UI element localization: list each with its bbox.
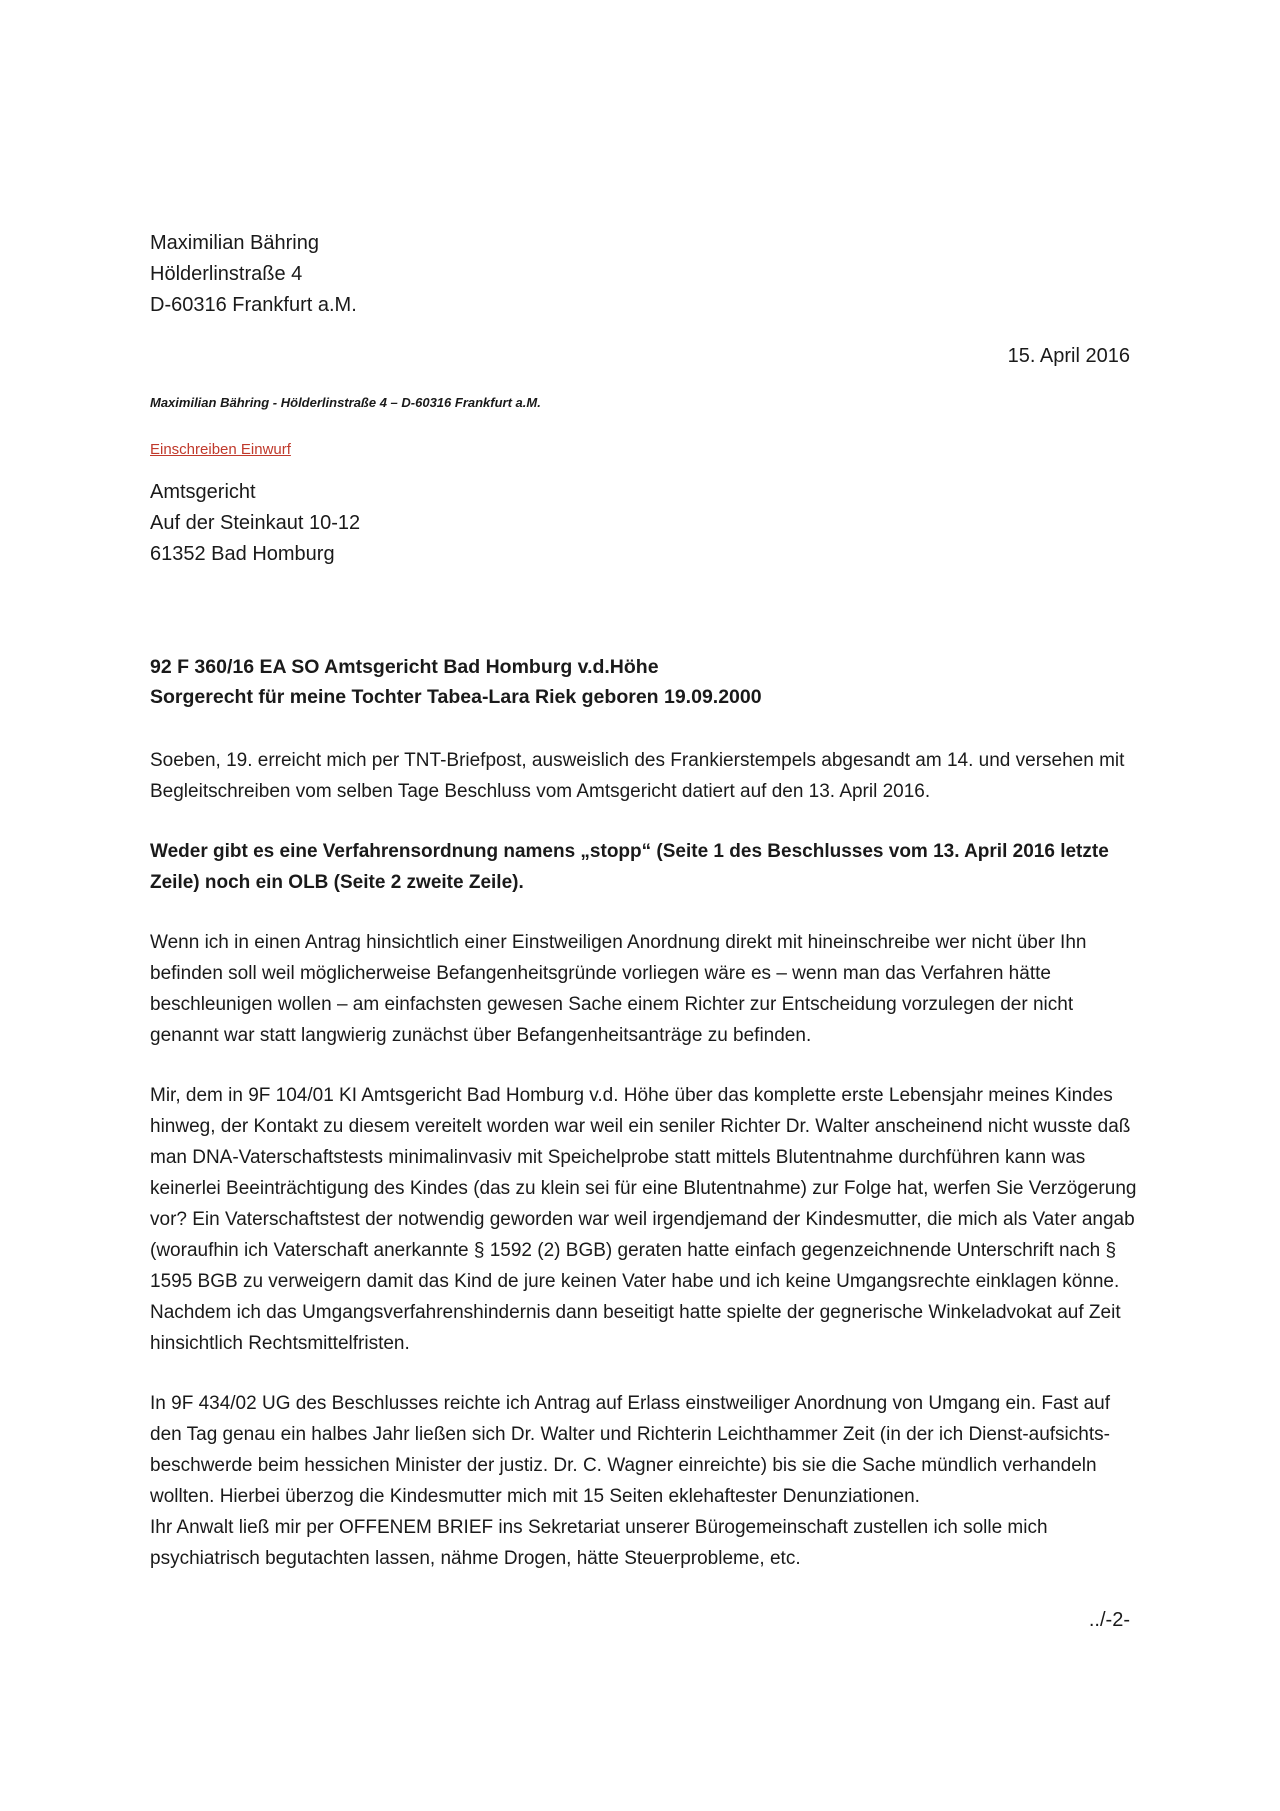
body-paragraph-1: Soeben, 19. erreicht mich per TNT-Briefpost, ausweislich des Frankierstempels abgesandt am 14. und versehen mit Begleitschreiben vom selben Tage Beschluss vom Amtsgericht datiert auf den 13. April 2016.	[150, 750, 1125, 802]
sender-street: Hölderlinstraße 4	[150, 263, 303, 285]
letter-date: 15. April 2016	[1007, 345, 1130, 367]
body-paragraph-5: In 9F 434/02 UG des Beschlusses reichte ich Antrag auf Erlass einstweiliger Anordnung von Umgang ein. Fast auf den Tag genau ein halbes Jahr ließen sich Dr. Walter und Richterin Leichthammer Zeit (in der ich Dienst-aufsichts-beschwerde beim hessichen Minister der justiz. Dr. C. Wagner einreichte) bis sie die Sache mündlich verhandeln wollten. Hierbei überzog die Kindesmutter mich mit 15 Seiten eklehaftester Denunziationen.	[150, 1393, 1111, 1507]
sender-name: Maximilian Bähring	[150, 232, 319, 254]
recipient-city: 61352 Bad Homburg	[150, 543, 335, 565]
recipient-street: Auf der Steinkaut 10-12	[150, 512, 361, 534]
body-paragraph-3: Wenn ich in einen Antrag hinsichtlich einer Einstweiligen Anordnung direkt mit hineinschreibe wer nicht über Ihn befinden soll weil möglicherweise Befangenheitsgründe vorliegen wäre es – wenn man das Verfahren hätte beschleunigen wollen – am einfachsten gewesen Sache einem Richter zur Entscheidung vorzulegen der nicht genannt war statt langwierig zunächst über Befangenheitsanträge zu befinden.	[150, 932, 1087, 1046]
subject-line-2: Sorgerecht für meine Tochter Tabea-Lara Riek geboren 19.09.2000	[150, 686, 762, 708]
body-paragraph-6: Ihr Anwalt ließ mir per OFFENEM BRIEF ins Sekretariat unserer Bürogemeinschaft zustellen ich solle mich psychiatrisch begutachten lassen, nähme Drogen, hätte Steuerprobleme, etc.	[150, 1517, 1048, 1569]
recipient-address	[150, 477, 360, 570]
letter-body	[150, 745, 1140, 1603]
subject-block	[150, 652, 762, 712]
subject-line-1: 92 F 360/16 EA SO Amtsgericht Bad Homburg v.d.Höhe	[150, 656, 659, 678]
sender-address	[150, 228, 357, 321]
body-paragraph-2: Weder gibt es eine Verfahrensordnung namens „stopp“ (Seite 1 des Beschlusses vom 13. April 2016 letzte Zeile) noch ein OLB (Seite 2 zweite Zeile).	[150, 841, 1109, 893]
sender-city: D-60316 Frankfurt a.M.	[150, 294, 357, 316]
recipient-name: Amtsgericht	[150, 481, 256, 503]
page-reference: ../-2-	[1088, 1609, 1130, 1631]
body-paragraph-4: Mir, dem in 9F 104/01 KI Amtsgericht Bad Homburg v.d. Höhe über das komplette erste Lebensjahr meines Kindes hinweg, der Kontakt zu diesem vereitelt worden war weil ein seniler Richter Dr. Walter anscheinend nicht wusste daß man DNA-Vaterschaftstests minimalinvasiv mit Speichelprobe statt mittels Blutentnahme durchführen kann was keinerlei Beeinträchtigung des Kindes (das zu klein sei für eine Blutentnahme) zur Folge hat, werfen Sie Verzögerung vor? Ein Vaterschaftstest der notwendig geworden war weil irgendjemand der Kindesmutter, die mich als Vater angab (woraufhin ich Vaterschaft anerkannte § 1592 (2) BGB) geraten hatte einfach gegenzeichnende Unterschrift nach § 1595 BGB zu verweigern damit das Kind de jure keinen Vater habe und ich keine Umgangsrechte einklagen könne. Nachdem ich das Umgangsverfahrenshindernis dann beseitigt hatte spielte der gegnerische Winkeladvokat auf Zeit hinsichtlich Rechtsmittelfristen.	[150, 1085, 1137, 1354]
return-address-line: Maximilian Bähring - Hölderlinstraße 4 – D-60316 Frankfurt a.M.	[150, 395, 541, 410]
mail-type-link[interactable]: Einschreiben Einwurf	[150, 441, 291, 458]
